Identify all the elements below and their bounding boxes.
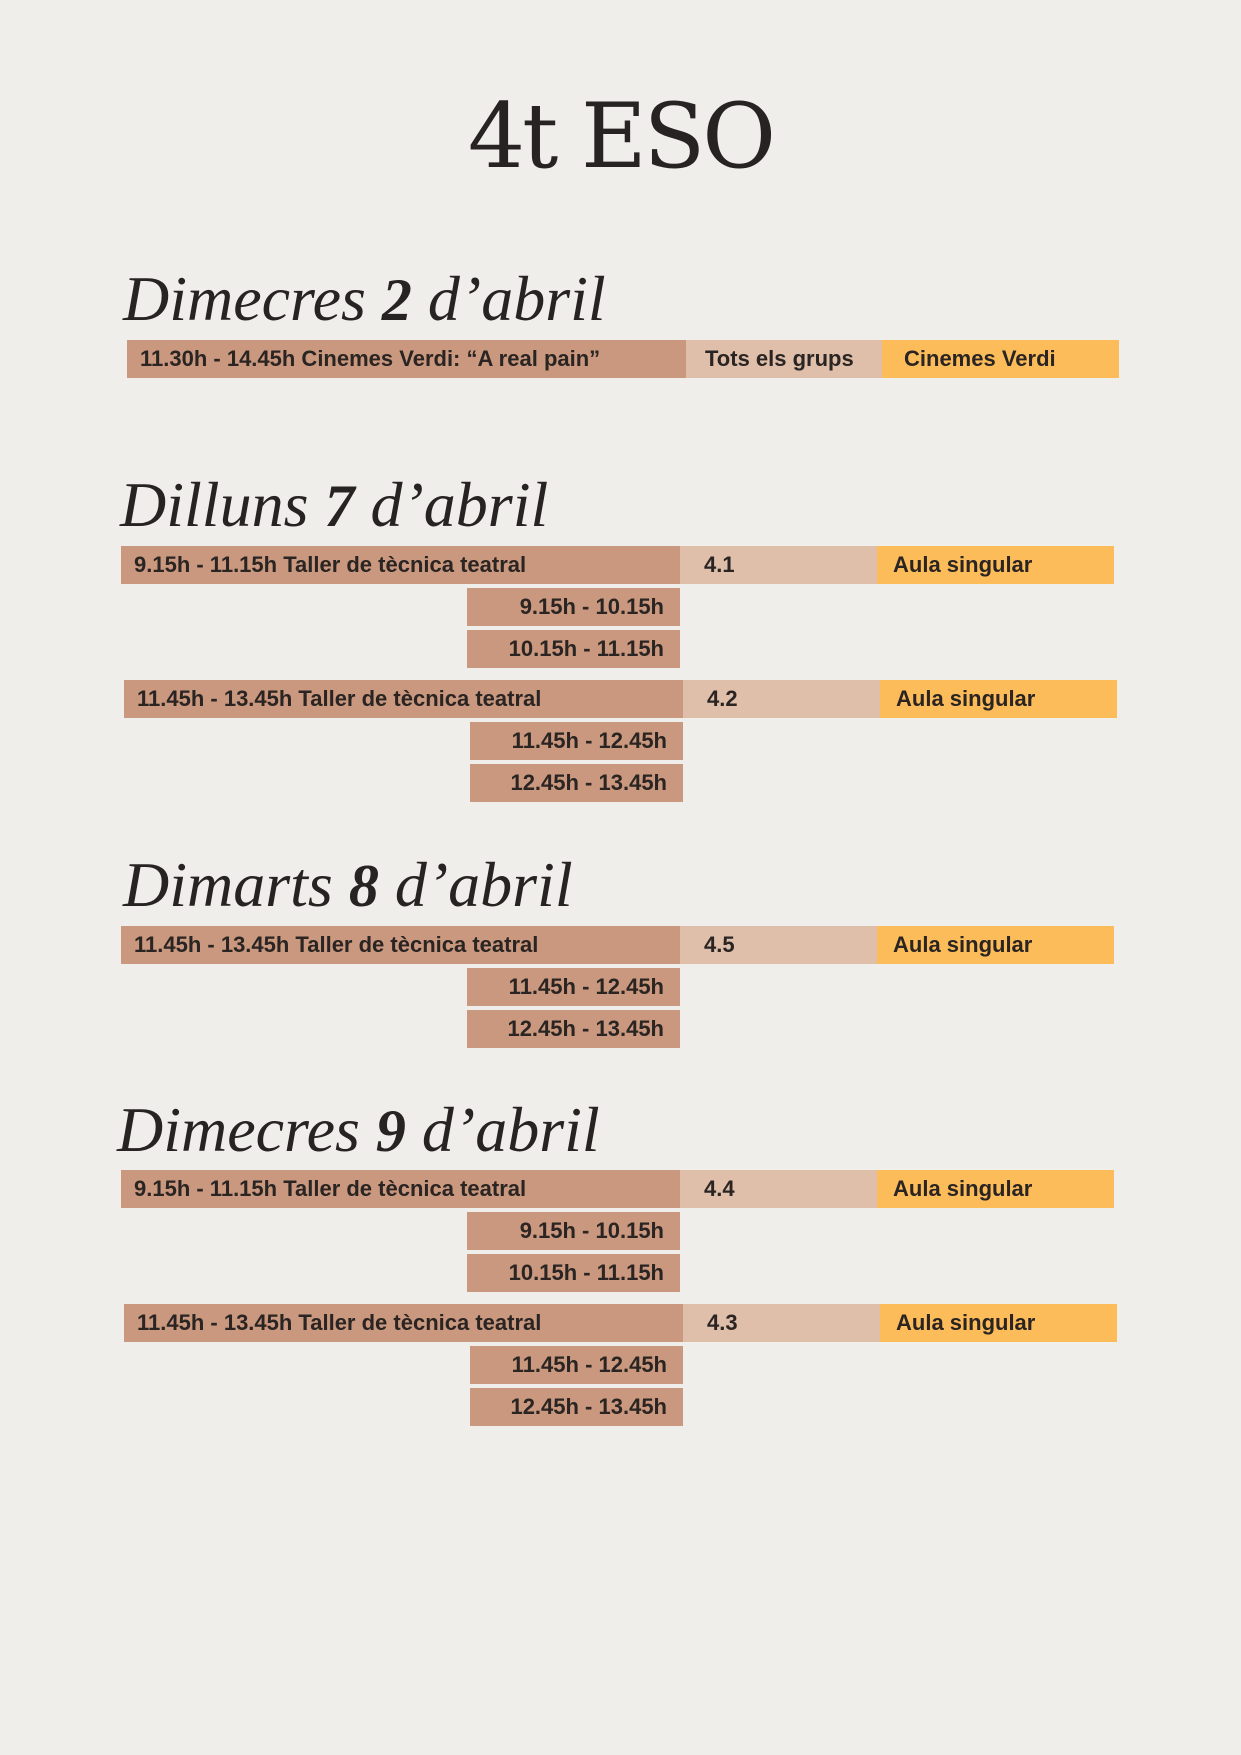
time-slot: 9.15h - 10.15h [467,1212,680,1250]
day-number: 2 [381,267,412,333]
time-slot: 11.45h - 12.45h [467,968,680,1006]
group-cell: Tots els grups [686,340,882,378]
place-cell: Cinemes Verdi [882,340,1119,378]
day-name: Dimecres [117,1094,360,1165]
day-heading [117,1094,600,1165]
time-slot: 11.45h - 12.45h [470,722,683,760]
day-month: d’abril [370,469,549,540]
day-month: d’abril [421,1094,600,1165]
day-number: 7 [324,473,355,539]
place-cell: Aula singular [880,680,1117,718]
day-name: Dimecres [123,263,366,334]
group-cell: 4.2 [683,680,880,718]
time-slot: 10.15h - 11.15h [467,1254,680,1292]
activity-bar: 11.45h - 13.45h Taller de tècnica teatral [124,680,683,718]
activity-bar: 11.45h - 13.45h Taller de tècnica teatral [121,926,680,964]
day-number: 8 [348,853,379,919]
page-title: 4t ESO [467,84,774,189]
activity-bar: 11.30h - 14.45h Cinemes Verdi: “A real pain” [127,340,686,378]
time-slot: 12.45h - 13.45h [470,1388,683,1426]
day-month: d’abril [394,849,573,920]
group-cell: 4.4 [680,1170,877,1208]
day-month: d’abril [427,263,606,334]
time-slot: 11.45h - 12.45h [470,1346,683,1384]
group-cell: 4.5 [680,926,877,964]
group-cell: 4.1 [680,546,877,584]
time-slot: 10.15h - 11.15h [467,630,680,668]
day-number: 9 [375,1098,406,1164]
day-name: Dimarts [123,849,333,920]
place-cell: Aula singular [880,1304,1117,1342]
day-heading [123,263,606,334]
time-slot: 9.15h - 10.15h [467,588,680,626]
place-cell: Aula singular [877,1170,1114,1208]
activity-bar: 11.45h - 13.45h Taller de tècnica teatral [124,1304,683,1342]
time-slot: 12.45h - 13.45h [470,764,683,802]
time-slot: 12.45h - 13.45h [467,1010,680,1048]
day-name: Dilluns [120,469,309,540]
day-heading [123,849,573,920]
activity-bar: 9.15h - 11.15h Taller de tècnica teatral [121,546,680,584]
activity-bar: 9.15h - 11.15h Taller de tècnica teatral [121,1170,680,1208]
group-cell: 4.3 [683,1304,880,1342]
place-cell: Aula singular [877,546,1114,584]
place-cell: Aula singular [877,926,1114,964]
day-heading [120,469,549,540]
